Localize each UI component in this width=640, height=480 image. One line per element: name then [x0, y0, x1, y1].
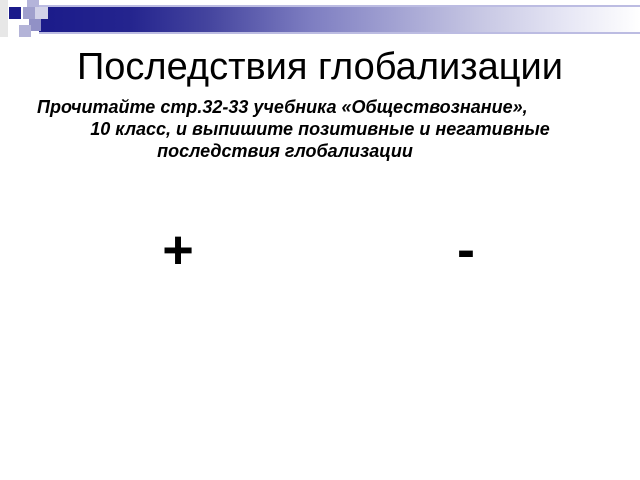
subtitle-line-2: 10 класс, и выпишите позитивные и негативные — [90, 119, 550, 139]
slide-title: Последствия глобализации — [76, 46, 563, 88]
decor-square-lavender-top — [27, 0, 39, 7]
decor-square-light-bottom — [19, 25, 31, 37]
decor-square-lavender-mid — [23, 7, 35, 19]
subtitle-line-1: Прочитайте стр.32-33 учебника «Обществознание», — [37, 97, 528, 117]
decor-square-pale — [35, 7, 48, 19]
subtitle-line-3: последствия глобализации — [157, 141, 413, 161]
decor-square-navy — [9, 7, 21, 19]
negative-column-symbol: - — [457, 220, 475, 280]
positive-column-symbol: + — [162, 220, 194, 280]
header-gradient-bar — [39, 5, 640, 34]
decor-square-gray-strip — [0, 0, 8, 37]
